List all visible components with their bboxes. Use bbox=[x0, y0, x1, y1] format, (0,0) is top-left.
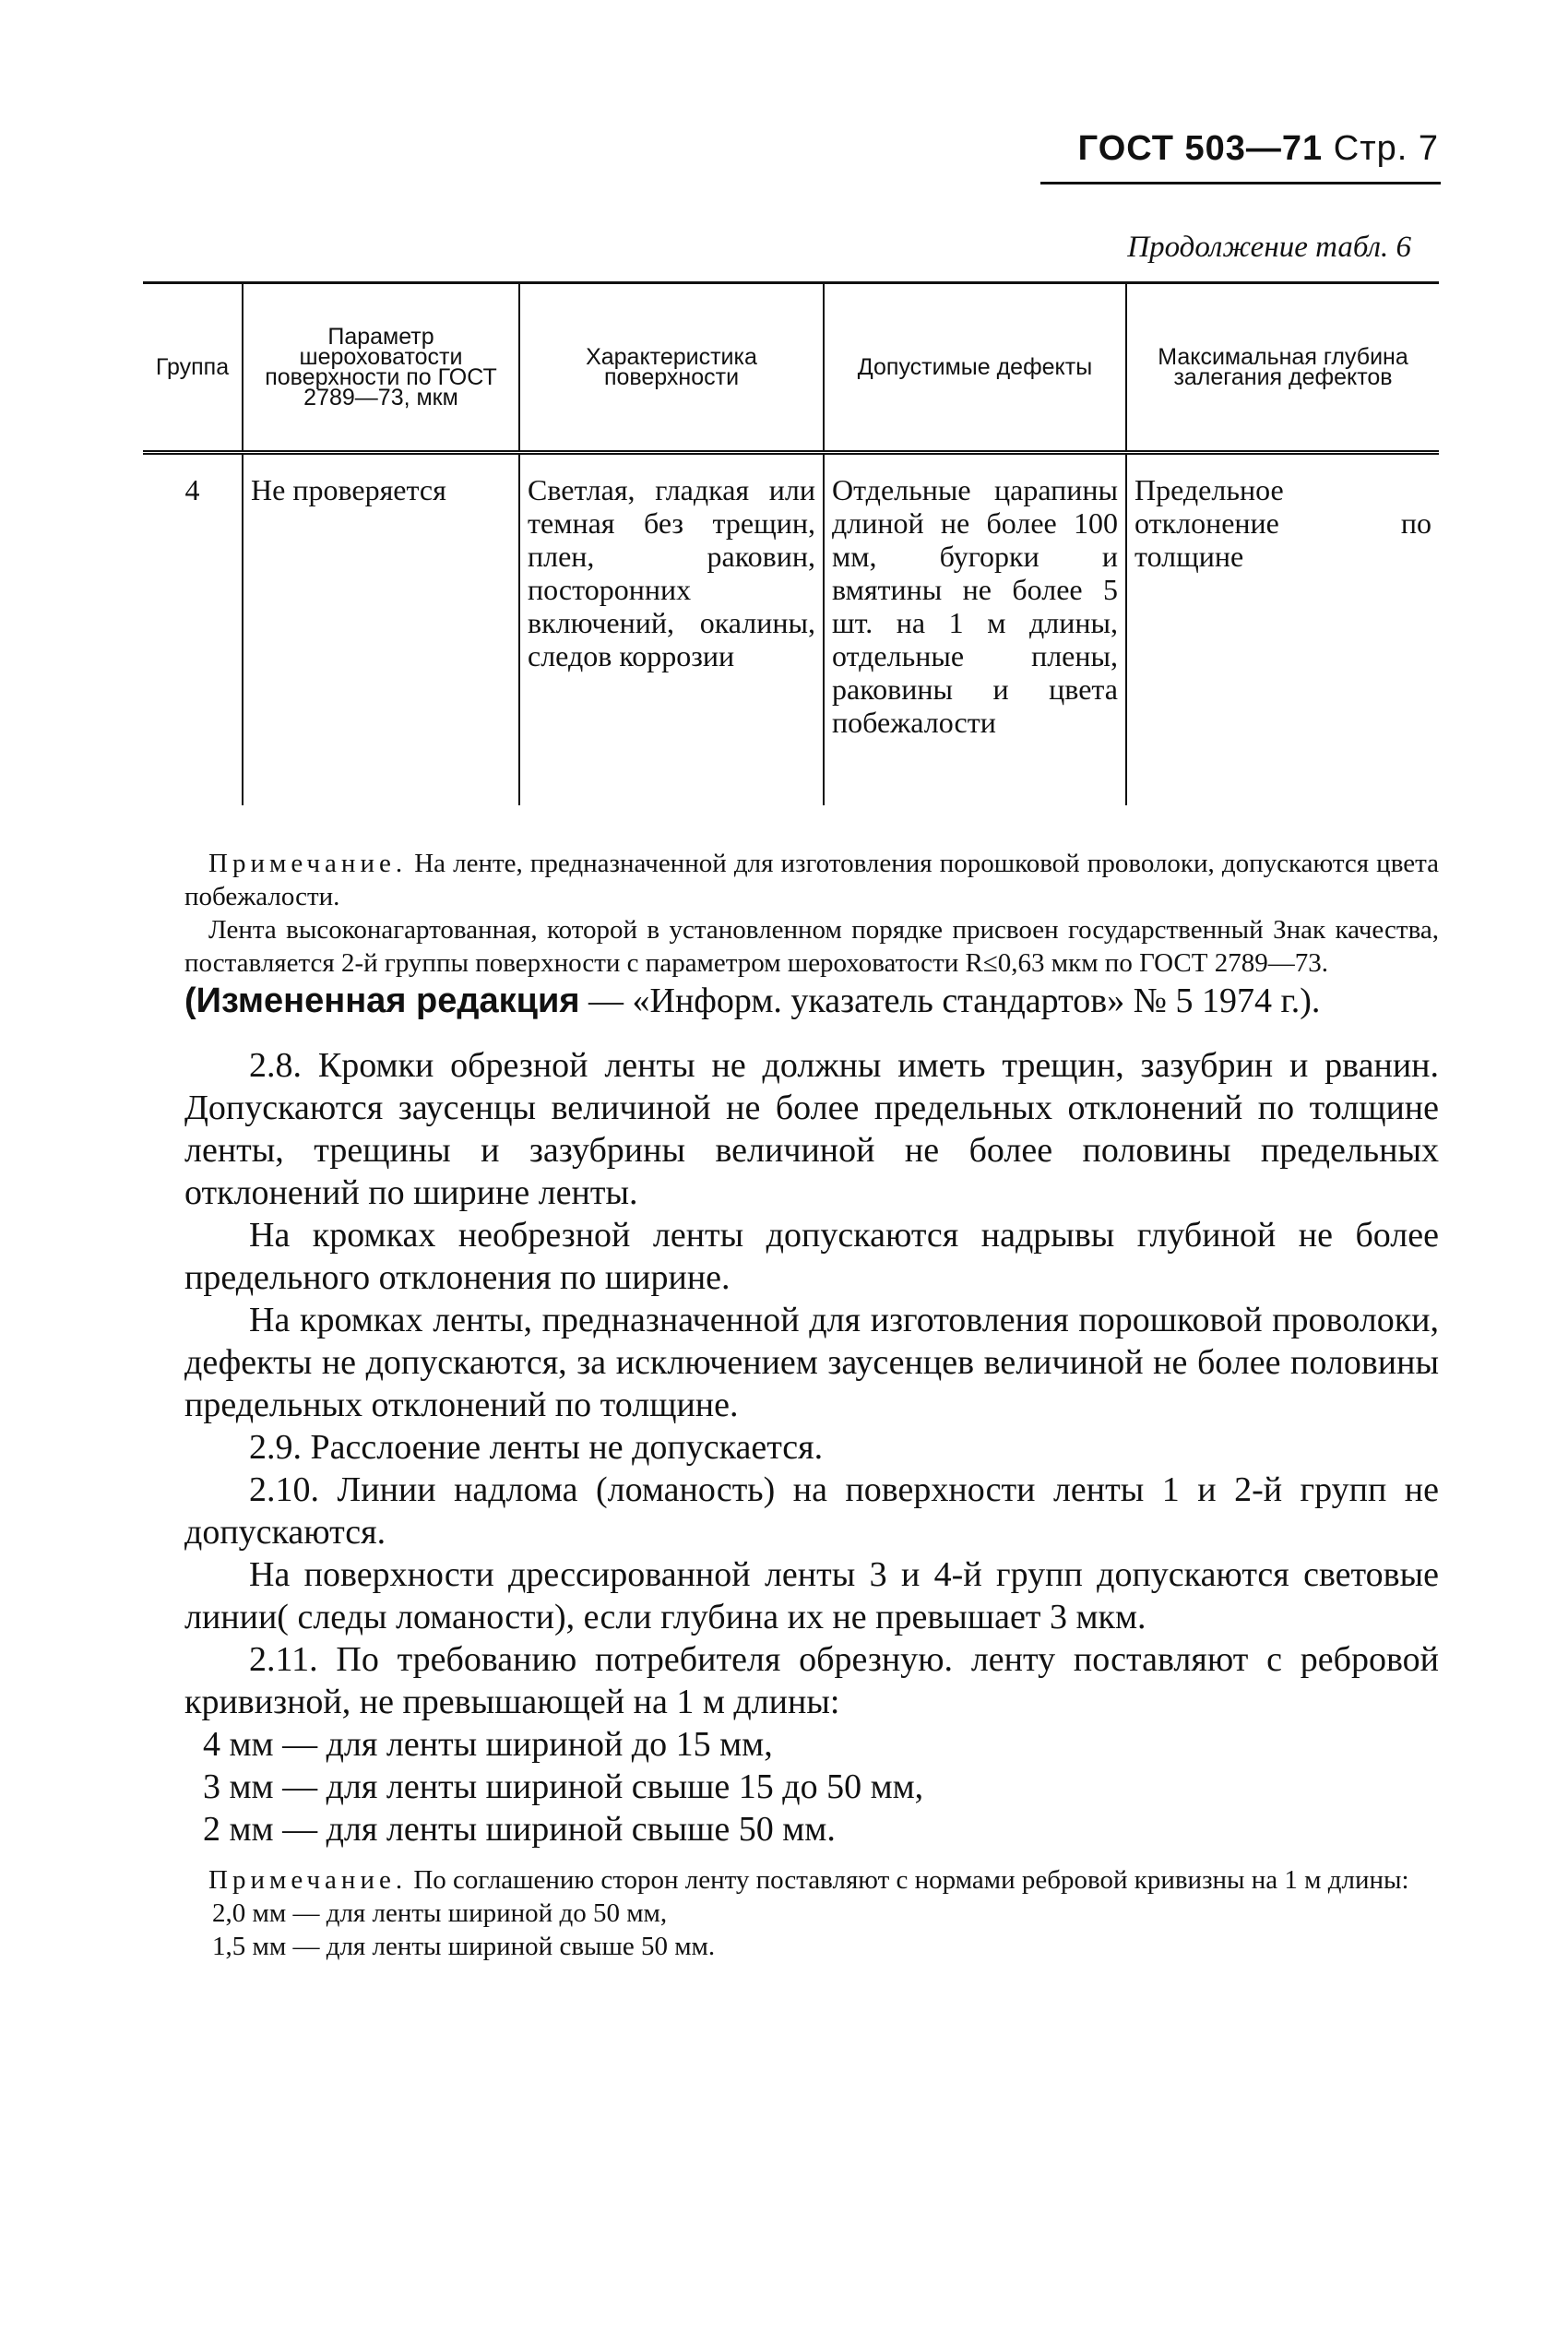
paragraph-2-10: 2.10. Линии надлома (ломаность) на поверхности ленты 1 и 2-й групп не допускаются. bbox=[184, 1470, 1439, 1552]
edition-note-bold: (Измененная редакция bbox=[184, 982, 580, 1020]
paragraph-2-8-powder-wire: На кромках ленты, предназначенной для изготовления порошковой проволоки, дефекты не допускаются, за исключением заусенцев величиной не более половины предельных отклонений по толщине. bbox=[184, 1301, 1439, 1424]
col-header-roughness: Параметр шероховатости поверхности по ГОСТ 2789—73, мкм bbox=[243, 283, 519, 453]
note-label: Примечание. bbox=[208, 1865, 408, 1895]
standard-number: ГОСТ 503—71 bbox=[1077, 129, 1324, 168]
final-note bbox=[184, 1863, 1439, 1897]
edition-note bbox=[184, 980, 1439, 1022]
note-text: По соглашению сторон ленту поставляют с нормами ребровой кривизны на 1 м длины: bbox=[413, 1865, 1409, 1895]
list-item: 1,5 мм — для ленты шириной свыше 50 мм. bbox=[212, 1932, 716, 1961]
paragraph-2-11: 2.11. По требованию потребителя обрезную. ленту поставляют с ребровой кривизной, не превышающей на 1 м длины: bbox=[184, 1640, 1439, 1721]
surface-groups-table bbox=[143, 281, 1439, 805]
table-note-1 bbox=[184, 847, 1439, 913]
col-header-defects: Допустимые дефекты bbox=[824, 283, 1126, 453]
note-text: На ленте, предназначенной для изготовления порошковой проволоки, допускаются цвета побежалости. bbox=[184, 849, 1439, 911]
list-item: 4 мм — для ленты шириной до 15 мм, bbox=[203, 1725, 773, 1764]
paragraph-2-8-untrimmed: На кромках необрезной ленты допускаются надрывы глубиной не более предельного отклонения по ширине. bbox=[184, 1216, 1439, 1297]
cell-defects: Отдельные царапины длиной не более 100 мм, бугорки и вмятины не более 5 шт. на 1 м длины, отдельные плены, раковины и цвета побежалости bbox=[824, 453, 1126, 806]
cell-surface: Светлая, гладкая или темная без трещин, плен, раковин, посторонних включений, окалины, следов коррозии bbox=[519, 453, 824, 806]
paragraph-2-10-dressed: На поверхности дрессированной ленты 3 и 4-й групп допускаются световые линии( следы ломаности), если глубина их не превышает 3 мкм. bbox=[184, 1555, 1439, 1636]
list-item: 2 мм — для ленты шириной свыше 50 мм. bbox=[203, 1810, 836, 1849]
page-number: Стр. 7 bbox=[1333, 129, 1439, 168]
col-header-surface: Характеристика поверхности bbox=[519, 283, 824, 453]
cell-roughness: Не проверяется bbox=[243, 453, 519, 806]
header-rule bbox=[1040, 182, 1441, 184]
col-header-depth: Максимальная глубина залегания дефектов bbox=[1126, 283, 1439, 453]
table-continuation-caption: Продолжение табл. 6 bbox=[1127, 231, 1411, 264]
body-text bbox=[184, 847, 1439, 1963]
table-row bbox=[143, 453, 1439, 806]
edition-note-rest: — «Информ. указатель стандартов» № 5 1974 г.). bbox=[588, 982, 1321, 1020]
table-header-row bbox=[143, 283, 1439, 453]
page-header bbox=[1042, 129, 1439, 169]
paragraph-2-9: 2.9. Расслоение ленты не допускается. bbox=[249, 1428, 824, 1467]
cell-depth: Предельное отклонение по толщине bbox=[1126, 453, 1439, 806]
col-header-group: Группа bbox=[143, 283, 243, 453]
list-item: 2,0 мм — для ленты шириной до 50 мм, bbox=[212, 1898, 668, 1928]
table-note-2: Лента высоконагартованная, которой в установленном порядке присвоен государственный Знак качества, поставляется 2-й группы поверхности с параметром шероховатости R≤0,63 мкм по ГОСТ 2789—73. bbox=[184, 915, 1439, 978]
note-label: Примечание. bbox=[208, 849, 408, 878]
paragraph-2-8: 2.8. Кромки обрезной ленты не должны иметь трещин, зазубрин и рванин. Допускаются заусенцы величиной не более предельных отклонений по толщине ленты, трещины и зазубрины величиной не более половины предельных отклонений по ширине ленты. bbox=[184, 1046, 1439, 1212]
cell-group: 4 bbox=[184, 473, 200, 506]
list-item: 3 мм — для ленты шириной свыше 15 до 50 мм, bbox=[203, 1767, 924, 1806]
